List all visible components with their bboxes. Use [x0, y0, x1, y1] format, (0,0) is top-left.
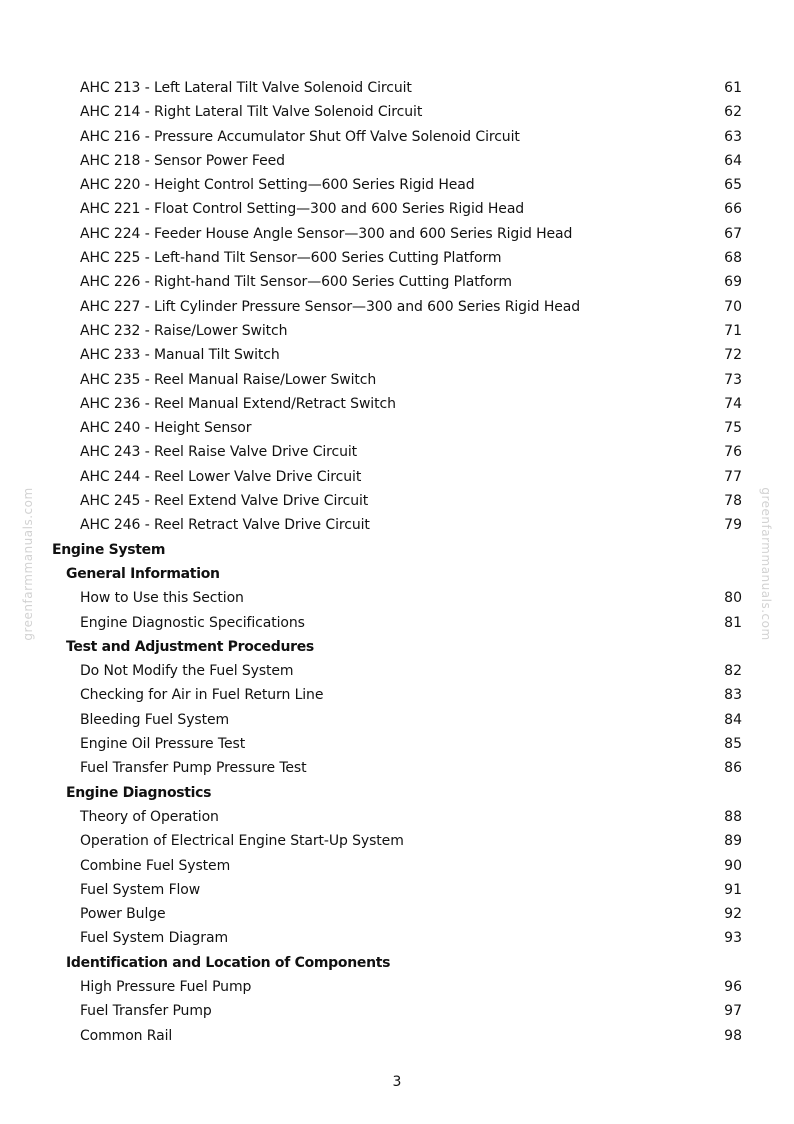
toc-entry-title: AHC 246 - Reel Retract Valve Drive Circuit [80, 517, 370, 534]
watermark-right: greenfarmmanuals.com [759, 487, 773, 641]
toc-entry-title: How to Use this Section [80, 590, 244, 607]
toc-entry-page-number: 77 [724, 468, 742, 485]
toc-entry-page-number: 92 [724, 906, 742, 923]
toc-entry-title: AHC 233 - Manual Tilt Switch [80, 347, 280, 364]
toc-entry[interactable] [0, 732, 794, 756]
toc-entry-title: Engine Diagnostics [66, 784, 212, 801]
toc-entry-title: AHC 232 - Raise/Lower Switch [80, 322, 288, 339]
toc-entry-page-number: 83 [724, 687, 742, 704]
toc-entry[interactable] [0, 173, 794, 197]
toc-entry[interactable] [0, 125, 794, 149]
toc-entry-title: AHC 218 - Sensor Power Feed [80, 152, 285, 169]
watermark-left: greenfarmmanuals.com [21, 487, 35, 641]
toc-entry[interactable] [0, 149, 794, 173]
toc-entry[interactable] [0, 465, 794, 489]
toc-entry-title: Operation of Electrical Engine Start-Up System [80, 833, 404, 850]
toc-entry-title: Theory of Operation [80, 808, 219, 825]
toc-entry-page-number: 84 [724, 711, 742, 728]
toc-entry[interactable] [0, 489, 794, 513]
toc-entry-title: Identification and Location of Components [66, 954, 391, 971]
toc-entry-page-number: 86 [724, 760, 742, 777]
toc-entry-title: Bleeding Fuel System [80, 711, 230, 728]
toc-entry[interactable] [0, 902, 794, 926]
toc-entry-page-number: 65 [724, 177, 742, 194]
toc-entry[interactable] [0, 392, 794, 416]
toc-entry-page-number: 61 [724, 80, 742, 96]
toc-entry-title: AHC 225 - Left-hand Tilt Sensor—600 Series Cutting Platform [80, 250, 502, 267]
toc-entry-title: Common Rail [80, 1027, 173, 1044]
toc-entry-page-number: 64 [724, 152, 742, 169]
toc-entry-title: AHC 235 - Reel Manual Raise/Lower Switch [80, 371, 377, 388]
toc-entry-title: AHC 243 - Reel Raise Valve Drive Circuit [80, 444, 358, 461]
toc-entry[interactable] [0, 659, 794, 683]
toc-entry-title: Fuel Transfer Pump Pressure Test [80, 760, 307, 777]
toc-entry-page-number: 81 [724, 614, 742, 631]
toc-section-heading [0, 781, 794, 805]
toc-entry-title: Checking for Air in Fuel Return Line [80, 687, 324, 704]
toc-section-heading [0, 635, 794, 659]
toc-entry-page-number: 70 [724, 298, 742, 315]
toc-entry-title: Power Bulge [80, 906, 166, 923]
toc-entry[interactable] [0, 197, 794, 221]
toc-entry-title: AHC 213 - Left Lateral Tilt Valve Solenoid Circuit [80, 80, 412, 96]
toc-entry-title: High Pressure Fuel Pump [80, 978, 252, 995]
toc-entry-page-number: 76 [724, 444, 742, 461]
toc-entry-title: AHC 227 - Lift Cylinder Pressure Sensor—300 and 600 Series Rigid Head [80, 298, 581, 315]
toc-entry[interactable] [0, 708, 794, 732]
toc-entry-title: Fuel Transfer Pump [80, 1003, 212, 1020]
toc-entry-title: AHC 244 - Reel Lower Valve Drive Circuit [80, 468, 362, 485]
toc-entry-page-number: 66 [724, 201, 742, 218]
toc-entry-page-number: 67 [724, 225, 742, 242]
toc-entry[interactable] [0, 805, 794, 829]
toc-entry-page-number: 96 [724, 978, 742, 995]
toc-entry[interactable] [0, 246, 794, 270]
toc-entry[interactable] [0, 343, 794, 367]
toc-entry[interactable] [0, 440, 794, 464]
toc-entry-page-number: 69 [724, 274, 742, 291]
toc-entry-page-number: 85 [724, 736, 742, 753]
toc-entry-title: Combine Fuel System [80, 857, 231, 874]
toc-entry[interactable] [0, 829, 794, 853]
page-number: 3 [392, 1074, 402, 1090]
toc-entry-title: Test and Adjustment Procedures [66, 638, 314, 655]
toc-section-heading [0, 562, 794, 586]
toc-entry-title: Engine Diagnostic Specifications [80, 614, 305, 631]
toc-entry-page-number: 68 [724, 250, 742, 267]
toc-entry-title: AHC 236 - Reel Manual Extend/Retract Switch [80, 395, 396, 412]
toc-entry[interactable] [0, 295, 794, 319]
toc-entry-page-number: 73 [724, 371, 742, 388]
toc-entry-title: AHC 224 - Feeder House Angle Sensor—300 and 600 Series Rigid Head [80, 225, 573, 242]
toc-entry[interactable] [0, 586, 794, 610]
toc-entry-title: AHC 226 - Right-hand Tilt Sensor—600 Series Cutting Platform [80, 274, 512, 291]
table-of-contents [0, 76, 794, 1048]
toc-entry[interactable] [0, 854, 794, 878]
toc-entry[interactable] [0, 975, 794, 999]
toc-entry[interactable] [0, 513, 794, 537]
toc-section-heading [0, 538, 794, 562]
toc-entry-page-number: 74 [724, 395, 742, 412]
toc-entry-title: Fuel System Flow [80, 881, 201, 898]
toc-entry-title: AHC 214 - Right Lateral Tilt Valve Solenoid Circuit [80, 104, 423, 121]
toc-entry-title: AHC 221 - Float Control Setting—300 and 600 Series Rigid Head [80, 201, 525, 218]
toc-entry-page-number: 90 [724, 857, 742, 874]
toc-entry-page-number: 63 [724, 128, 742, 145]
toc-entry-title: General Information [66, 565, 220, 582]
toc-entry-page-number: 91 [724, 881, 742, 898]
toc-entry-title: AHC 245 - Reel Extend Valve Drive Circuit [80, 493, 369, 510]
toc-entry[interactable] [0, 683, 794, 707]
toc-entry-page-number: 98 [724, 1027, 742, 1044]
toc-entry-title: AHC 220 - Height Control Setting—600 Series Rigid Head [80, 177, 475, 194]
toc-entry-page-number: 72 [724, 347, 742, 364]
toc-entry-page-number: 82 [724, 663, 742, 680]
toc-entry[interactable] [0, 319, 794, 343]
toc-entry[interactable] [0, 999, 794, 1023]
toc-entry-title: Do Not Modify the Fuel System [80, 663, 294, 680]
toc-entry-page-number: 97 [724, 1003, 742, 1020]
toc-entry-title: AHC 240 - Height Sensor [80, 420, 252, 437]
toc-entry[interactable] [0, 878, 794, 902]
toc-entry-page-number: 78 [724, 493, 742, 510]
toc-entry-page-number: 75 [724, 420, 742, 437]
toc-entry[interactable] [0, 368, 794, 392]
toc-entry-page-number: 62 [724, 104, 742, 121]
toc-entry[interactable] [0, 611, 794, 635]
toc-entry-title: Engine System [52, 541, 166, 558]
toc-entry[interactable] [0, 100, 794, 124]
toc-entry[interactable] [0, 76, 794, 100]
toc-entry[interactable] [0, 222, 794, 246]
toc-section-heading [0, 951, 794, 975]
toc-entry-page-number: 93 [724, 930, 742, 947]
toc-entry-title: AHC 216 - Pressure Accumulator Shut Off Valve Solenoid Circuit [80, 128, 520, 145]
toc-entry-page-number: 71 [724, 322, 742, 339]
toc-entry-title: Engine Oil Pressure Test [80, 736, 246, 753]
toc-entry[interactable] [0, 756, 794, 780]
toc-entry-page-number: 80 [724, 590, 742, 607]
toc-entry[interactable] [0, 1024, 794, 1048]
toc-entry[interactable] [0, 926, 794, 950]
toc-entry-page-number: 88 [724, 808, 742, 825]
toc-entry-title: Fuel System Diagram [80, 930, 228, 947]
toc-entry-page-number: 89 [724, 833, 742, 850]
toc-entry-page-number: 79 [724, 517, 742, 534]
toc-entry[interactable] [0, 416, 794, 440]
toc-entry[interactable] [0, 270, 794, 294]
